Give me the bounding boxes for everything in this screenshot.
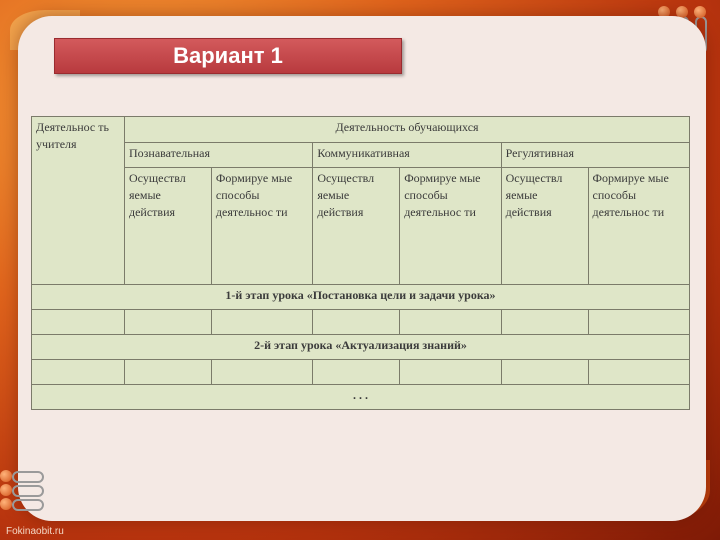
paper-clip-icon bbox=[0, 470, 40, 482]
slide-title: Вариант 1 bbox=[54, 38, 402, 74]
table-cell bbox=[501, 310, 588, 335]
ellipsis-row: . . . bbox=[32, 385, 690, 410]
stage-row-2: 2-й этап урока «Актуализация знаний» bbox=[32, 335, 690, 360]
table-cell bbox=[400, 360, 501, 385]
table-cell bbox=[313, 360, 400, 385]
paper-clip-icon bbox=[0, 498, 40, 510]
header-group-communicative: Коммуникативная bbox=[313, 143, 501, 168]
table-cell bbox=[588, 360, 689, 385]
subheader-cell: Осуществл яемые действия bbox=[501, 168, 588, 285]
lesson-activity-table bbox=[31, 116, 690, 410]
subheader-cell: Осуществл яемые действия bbox=[125, 168, 212, 285]
table-cell bbox=[313, 310, 400, 335]
footer-watermark: Fokinaobit.ru bbox=[6, 526, 64, 537]
subheader-cell: Формируе мые способы деятельнос ти bbox=[588, 168, 689, 285]
header-group-cognitive: Познавательная bbox=[125, 143, 313, 168]
table-cell bbox=[211, 310, 312, 335]
header-group-regulative: Регулятивная bbox=[501, 143, 689, 168]
table-cell bbox=[501, 360, 588, 385]
table-cell bbox=[400, 310, 501, 335]
subheader-cell: Формируе мые способы деятельнос ти bbox=[400, 168, 501, 285]
table-row bbox=[32, 310, 690, 335]
table-cell bbox=[211, 360, 312, 385]
paper-clip-icon bbox=[0, 484, 40, 496]
paper-clips-side bbox=[0, 470, 40, 512]
subheader-cell: Формируе мые способы деятельнос ти bbox=[211, 168, 312, 285]
subheader-cell: Осуществл яемые действия bbox=[313, 168, 400, 285]
table-row bbox=[32, 360, 690, 385]
header-teacher-activity: Деятельнос ть учителя bbox=[32, 117, 125, 285]
table-cell bbox=[32, 310, 125, 335]
table-cell bbox=[588, 310, 689, 335]
stage-row-1: 1-й этап урока «Постановка цели и задачи урока» bbox=[32, 285, 690, 310]
table-cell bbox=[125, 310, 212, 335]
header-student-activity: Деятельность обучающихся bbox=[125, 117, 690, 143]
table-cell bbox=[125, 360, 212, 385]
table-cell bbox=[32, 360, 125, 385]
